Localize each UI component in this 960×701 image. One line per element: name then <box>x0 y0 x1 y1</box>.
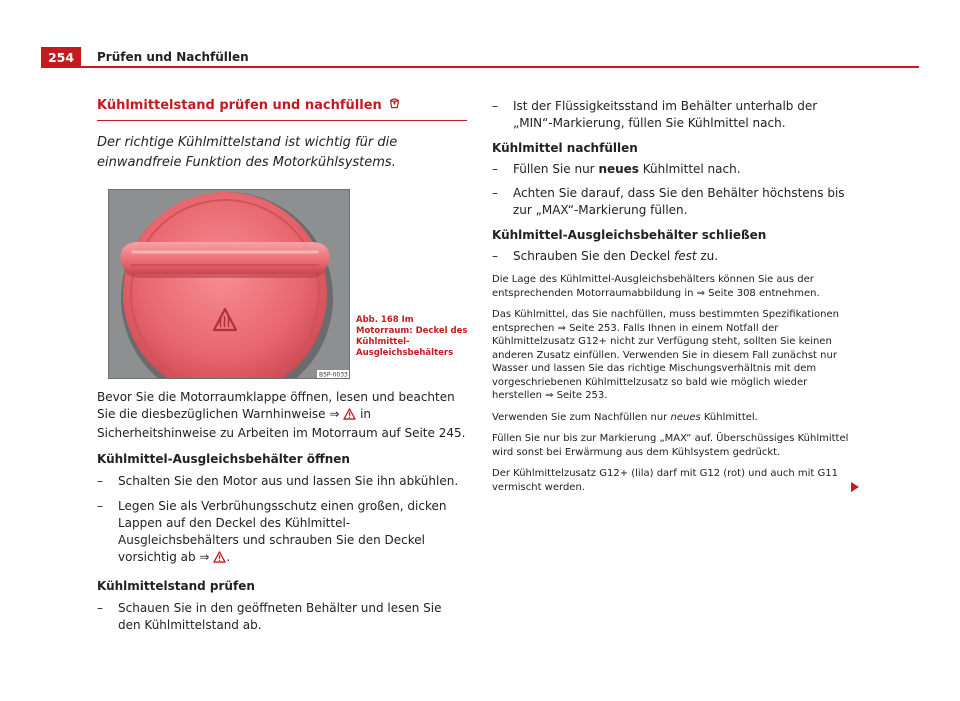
list-item-text-end: . <box>226 550 231 564</box>
list-item <box>492 185 860 219</box>
left-column <box>97 96 467 634</box>
warning-icon[interactable] <box>213 551 226 568</box>
heading-check: Kühlmittelstand prüfen <box>97 579 255 593</box>
section-title-text: Kühlmittelstand prüfen und nachfüllen <box>97 97 382 113</box>
list-item <box>97 473 467 490</box>
list-item-text-end: Kühlmittel nach. <box>638 162 741 176</box>
list-item-text: Legen Sie als Verbrühungsschutz einen großen, dicken Lappen auf den Deckel des Kühlmittel-Ausgleichsbehälters und schrauben Sie den Deckel vorsichtig ab ⇒ <box>118 499 447 564</box>
note-emphasis: neues <box>670 411 701 423</box>
environment-icon <box>388 96 401 115</box>
list-item-text: Füllen Sie nur <box>513 162 599 176</box>
figure-caption: Abb. 168 Im Motorraum: Deckel des Kühlmittel-Ausgleichsbehälters <box>356 315 468 358</box>
note-location: Die Lage des Kühlmittel-Ausgleichsbehälters können Sie aus der entsprechenden Motorraumabbildung in ⇒ Seite 308 entnehmen. <box>492 274 820 299</box>
list-dash: – <box>492 162 498 176</box>
list-item-emphasis: neues <box>598 162 639 176</box>
list-item-text: Schrauben Sie den Deckel <box>513 249 674 263</box>
list-item-text: Ist der Flüssigkeitsstand im Behälter unterhalb der „MIN“-Markierung, füllen Sie Kühlmittel nach. <box>513 99 818 130</box>
list-dash: – <box>492 99 498 113</box>
list-dash: – <box>97 601 103 615</box>
list-dash: – <box>97 474 103 488</box>
note-new-coolant <box>492 411 860 425</box>
paragraph-warning <box>97 389 467 442</box>
list-dash: – <box>97 499 103 513</box>
list-item <box>97 600 467 634</box>
list-item-text-end: zu. <box>696 249 719 263</box>
list-dash: – <box>492 186 498 200</box>
note-text-end: Kühlmittel. <box>700 411 758 423</box>
right-column <box>492 98 860 494</box>
page-number: 254 <box>41 47 81 67</box>
list-item <box>492 98 860 132</box>
heading-close: Kühlmittel-Ausgleichsbehälter schließen <box>492 228 767 242</box>
warning-icon[interactable] <box>343 408 356 425</box>
list-item-text: Schalten Sie den Motor aus und lassen Sie ihn abkühlen. <box>118 474 459 488</box>
note-text: Verwenden Sie zum Nachfüllen nur <box>492 411 671 423</box>
note-specification: Das Kühlmittel, das Sie nachfüllen, muss bestimmten Spezifikationen entsprechen ⇒ Seite 253. Falls Ihnen in einem Notfall der Kühlmittelzusatz G12+ nicht zur Verfügung steht, sollten Sie keinen anderen Zusatz einfüllen. Verwenden Sie in diesem Fall zunächst nur Wasser und lassen Sie das richtige Mischungsverhältnis mit dem vorgeschriebenen Kühlmittelzusatz so bald wie möglich wieder herstellen ⇒ Seite 253. <box>492 309 839 401</box>
note-mixing: Der Kühlmittelzusatz G12+ (lila) darf mit G12 (rot) und auch mit G11 vermischt werden. <box>492 468 838 493</box>
paragraph-warning-text-2: in Sicherheitshinweise zu Arbeiten im Motorraum auf Seite 245. <box>97 407 466 440</box>
header-rule <box>41 66 919 68</box>
heading-open: Kühlmittel-Ausgleichsbehälter öffnen <box>97 452 350 466</box>
header-title: Prüfen und Nachfüllen <box>97 50 249 64</box>
list-item <box>97 498 467 568</box>
section-intro: Der richtige Kühlmittelstand ist wichtig für die einwandfreie Funktion des Motorkühlsystems. <box>97 135 398 170</box>
paragraph-warning-text: Bevor Sie die Motorraumklappe öffnen, lesen und beachten Sie die diesbezüglichen Warnhinweise ⇒ <box>97 390 455 421</box>
list-item <box>492 161 860 178</box>
list-item-emphasis: fest <box>673 249 697 263</box>
list-dash: – <box>492 249 498 263</box>
list-item-text: Schauen Sie in den geöffneten Behälter und lesen Sie den Kühlmittelstand ab. <box>118 601 442 632</box>
figure <box>97 189 467 383</box>
coolant-cap-photo <box>108 189 350 379</box>
figure-code: B5P-0033 <box>319 371 348 378</box>
list-item-text: Achten Sie darauf, dass Sie den Behälter höchstens bis zur „MAX“-Markierung füllen. <box>513 186 845 217</box>
section-title <box>97 96 467 121</box>
continue-arrow-icon <box>851 482 859 492</box>
list-item <box>492 248 860 265</box>
note-max-mark: Füllen Sie nur bis zur Markierung „MAX“ auf. Überschüssiges Kühlmittel wird sonst bei Erwärmung aus dem Kühlsystem gedrückt. <box>492 433 849 458</box>
heading-refill: Kühlmittel nachfüllen <box>492 141 638 155</box>
